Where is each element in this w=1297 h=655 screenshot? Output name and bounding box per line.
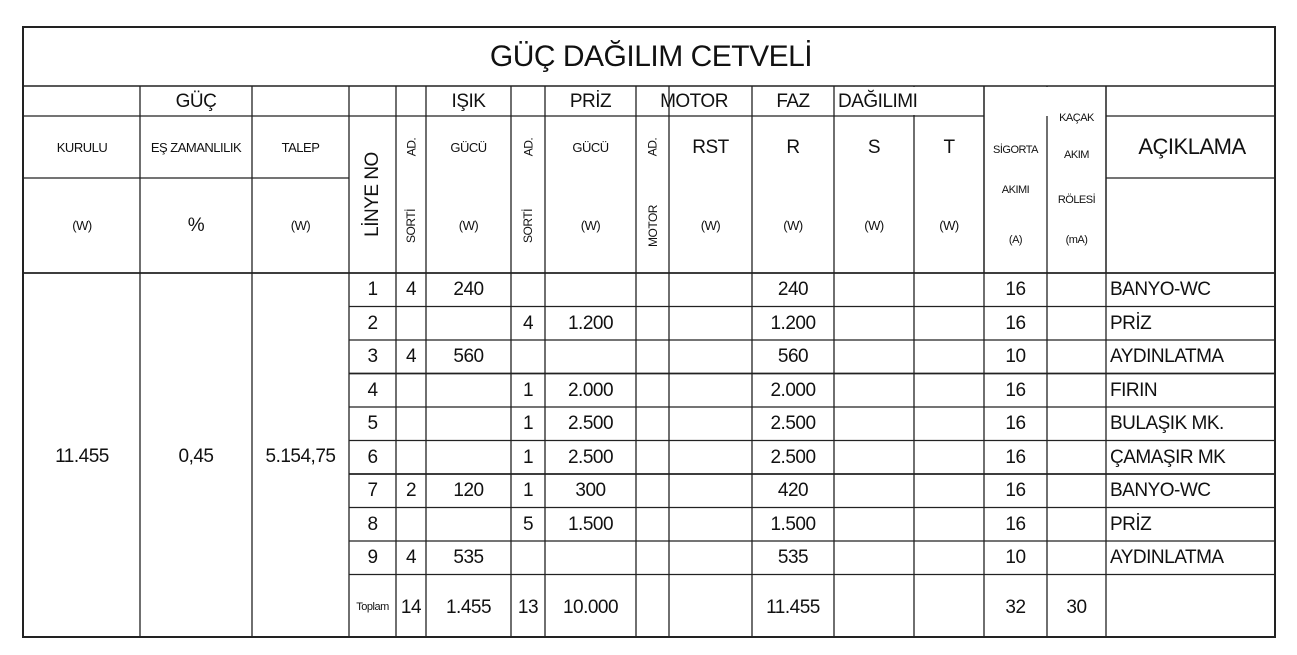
row-2-isik-guc — [426, 307, 511, 341]
row-3-priz-guc — [545, 340, 636, 374]
row-8-s — [834, 508, 914, 542]
row-3-aciklama: AYDINLATMA — [1110, 346, 1224, 368]
row-4-isik-ad — [396, 374, 426, 408]
header-kacak: KAÇAK — [1059, 112, 1094, 124]
header-priz: PRİZ — [569, 90, 612, 112]
row-8-isik-ad — [396, 508, 426, 542]
header-rolesi: RÖLESİ — [1057, 194, 1096, 206]
row-2-r: 1.200 — [770, 312, 816, 334]
row-4-s — [834, 374, 914, 408]
row-6-t — [914, 441, 984, 475]
row-9-r: 535 — [777, 547, 809, 569]
row-7-rst — [669, 474, 752, 508]
row-4-rst — [669, 374, 752, 408]
row-1-no: 1 — [367, 279, 378, 301]
row-9-s — [834, 541, 914, 575]
header-s-unit: (W) — [864, 218, 884, 233]
row-5-sigorta: 16 — [1005, 413, 1026, 435]
row-5-r: 2.500 — [770, 413, 816, 435]
header-isik-ad-wrap — [396, 116, 426, 178]
row-9-aciklama: AYDINLATMA — [1110, 547, 1224, 569]
power-distribution-table — [22, 26, 1276, 638]
row-8-sigorta: 16 — [1005, 513, 1026, 535]
page-title: GÜÇ DAĞILIM CETVELİ — [489, 40, 813, 73]
row-6-priz-guc: 2.500 — [567, 446, 614, 468]
header-isik-ad: AD. — [403, 137, 418, 157]
row-1-s — [834, 273, 914, 307]
row-4-no: 4 — [367, 379, 378, 401]
row-3-isik-guc: 560 — [453, 346, 484, 368]
row-7-sigorta: 16 — [1005, 480, 1026, 502]
header-talep-unit: (W) — [290, 218, 311, 233]
row-8-t — [914, 508, 984, 542]
row-9-no: 9 — [367, 547, 378, 569]
row-1-sigorta: 16 — [1005, 279, 1026, 301]
row-2-kacak — [1047, 307, 1106, 341]
header-priz-ad-wrap — [511, 116, 545, 178]
row-2-isik-ad — [396, 307, 426, 341]
row-4-sigorta: 16 — [1005, 379, 1026, 401]
header-linye-no: LİNYE NO — [362, 152, 384, 237]
row-8-r: 1.500 — [770, 513, 816, 535]
row-6-sigorta: 16 — [1005, 446, 1026, 468]
row-9-motor-ad — [636, 541, 669, 575]
header-sigorta: SİGORTA — [993, 144, 1038, 156]
row-7-priz-guc: 300 — [575, 480, 606, 502]
row-3-sigorta: 10 — [1005, 346, 1026, 368]
row-2-rst — [669, 307, 752, 341]
header-aciklama: AÇIKLAMA — [1138, 134, 1246, 159]
header-priz-sorti-wrap — [511, 178, 545, 273]
row-4-priz-ad: 1 — [522, 379, 534, 401]
header-priz-ad: AD. — [520, 137, 535, 157]
header-motor-ad-wrap — [636, 116, 669, 178]
row-9-isik-guc: 535 — [453, 547, 484, 569]
row-3-priz-ad — [511, 340, 545, 374]
row-6-isik-guc — [426, 441, 511, 475]
row-2-no: 2 — [367, 312, 378, 334]
row-3-r: 560 — [777, 346, 809, 368]
row-6-kacak — [1047, 441, 1106, 475]
header-ma-unit: (mA) — [1065, 234, 1088, 246]
row-3-no: 3 — [367, 346, 378, 368]
total-priz-ad: 13 — [517, 596, 539, 618]
row-4-aciklama: FIRIN — [1110, 379, 1158, 401]
header-akim: AKIM — [1064, 149, 1089, 161]
row-7-isik-ad: 2 — [405, 480, 417, 502]
row-6-aciklama: ÇAMAŞIR MK — [1110, 446, 1226, 468]
row-7-r: 420 — [777, 480, 809, 502]
summary-es-zamanlilik: 0,45 — [178, 446, 214, 467]
row-4-isik-guc — [426, 374, 511, 408]
row-5-rst — [669, 407, 752, 441]
row-8-priz-ad: 5 — [522, 513, 534, 535]
total-priz-guc: 10.000 — [562, 596, 619, 618]
row-1-t — [914, 273, 984, 307]
summary-talep: 5.154,75 — [265, 446, 336, 467]
row-2-aciklama: PRİZ — [1110, 312, 1152, 334]
total-isik-ad: 14 — [400, 596, 422, 618]
row-5-isik-ad — [396, 407, 426, 441]
header-isik: IŞIK — [451, 90, 486, 112]
header-linye-no-wrap — [349, 116, 396, 273]
row-2-t — [914, 307, 984, 341]
header-priz-sorti: SORTİ — [520, 208, 535, 243]
row-4-r: 2.000 — [770, 379, 816, 401]
header-priz-gucu: GÜCÜ — [572, 139, 609, 155]
total-isik-guc: 1.455 — [445, 596, 492, 618]
header-rst: RST — [692, 136, 729, 158]
row-1-priz-guc — [545, 273, 636, 307]
row-7-priz-ad: 1 — [522, 480, 534, 502]
row-7-isik-guc: 120 — [453, 480, 484, 502]
row-8-isik-guc — [426, 508, 511, 542]
row-8-kacak — [1047, 508, 1106, 542]
row-6-rst — [669, 441, 752, 475]
row-9-t — [914, 541, 984, 575]
row-8-priz-guc: 1.500 — [567, 513, 614, 535]
row-3-s — [834, 340, 914, 374]
header-es-zamanlilik: EŞ ZAMANLILIK — [150, 139, 242, 155]
row-5-t — [914, 407, 984, 441]
row-5-priz-ad: 1 — [522, 413, 534, 435]
row-6-s — [834, 441, 914, 475]
header-t-unit: (W) — [939, 218, 959, 233]
header-dagilimi: DAĞILIMI — [838, 90, 918, 112]
row-7-t — [914, 474, 984, 508]
row-1-r: 240 — [777, 279, 809, 301]
header-talep: TALEP — [281, 139, 320, 155]
row-5-isik-guc — [426, 407, 511, 441]
header-motor-ad: AD. — [645, 137, 660, 157]
header-s: S — [867, 136, 881, 158]
header-kurulu: KURULU — [56, 139, 108, 155]
row-2-sigorta: 16 — [1005, 312, 1026, 334]
row-5-aciklama: BULAŞIK MK. — [1110, 413, 1224, 435]
header-akimi: AKIMI — [1001, 184, 1030, 196]
row-6-motor-ad — [636, 441, 669, 475]
row-9-isik-ad: 4 — [405, 547, 417, 569]
row-7-kacak — [1047, 474, 1106, 508]
row-9-priz-ad — [511, 541, 545, 575]
header-t: T — [943, 136, 955, 158]
row-5-s — [834, 407, 914, 441]
row-2-motor-ad — [636, 307, 669, 341]
total-label: Toplam — [356, 600, 389, 613]
header-faz: FAZ — [776, 90, 810, 112]
row-1-motor-ad — [636, 273, 669, 307]
header-rst-unit: (W) — [700, 218, 721, 233]
summary-kurulu: 11.455 — [55, 446, 109, 467]
row-4-kacak — [1047, 374, 1106, 408]
row-7-aciklama: BANYO-WC — [1110, 480, 1211, 502]
row-5-kacak — [1047, 407, 1106, 441]
row-8-rst — [669, 508, 752, 542]
row-4-t — [914, 374, 984, 408]
row-3-isik-ad: 4 — [405, 346, 417, 368]
total-sigorta: 32 — [1005, 596, 1026, 618]
row-1-priz-ad — [511, 273, 545, 307]
header-es-unit: % — [187, 215, 205, 236]
row-6-priz-ad: 1 — [522, 446, 534, 468]
header-isik-unit: (W) — [458, 218, 479, 233]
header-isik-gucu: GÜCÜ — [450, 139, 487, 155]
row-7-no: 7 — [367, 480, 378, 502]
row-1-aciklama: BANYO-WC — [1110, 279, 1211, 301]
header-motor-vert: MOTOR — [645, 204, 660, 247]
total-kacak: 30 — [1066, 596, 1087, 618]
row-2-s — [834, 307, 914, 341]
header-isik-sorti-wrap — [396, 178, 426, 273]
row-9-rst — [669, 541, 752, 575]
row-8-no: 8 — [367, 513, 378, 535]
row-3-rst — [669, 340, 752, 374]
row-4-priz-guc: 2.000 — [567, 379, 614, 401]
row-2-priz-ad: 4 — [522, 312, 534, 334]
row-1-rst — [669, 273, 752, 307]
row-3-kacak — [1047, 340, 1106, 374]
header-kurulu-unit: (W) — [72, 218, 92, 233]
header-r-unit: (W) — [783, 218, 803, 233]
header-isik-sorti: SORTİ — [404, 208, 419, 243]
header-r: R — [786, 136, 800, 158]
header-guc: GÜÇ — [175, 90, 217, 112]
header-motor-vert-wrap — [636, 178, 669, 273]
row-4-motor-ad — [636, 374, 669, 408]
total-r: 11.455 — [766, 596, 820, 618]
row-7-s — [834, 474, 914, 508]
row-5-priz-guc: 2.500 — [567, 413, 614, 435]
row-2-priz-guc: 1.200 — [567, 312, 614, 334]
row-5-no: 5 — [367, 413, 378, 435]
header-priz-unit: (W) — [580, 218, 601, 233]
header-a-unit: (A) — [1008, 234, 1023, 246]
row-1-isik-guc: 240 — [453, 279, 484, 301]
row-3-motor-ad — [636, 340, 669, 374]
row-9-sigorta: 10 — [1005, 547, 1026, 569]
row-8-motor-ad — [636, 508, 669, 542]
row-1-isik-ad: 4 — [405, 279, 417, 301]
row-7-motor-ad — [636, 474, 669, 508]
row-8-aciklama: PRİZ — [1110, 513, 1152, 535]
row-6-r: 2.500 — [770, 446, 816, 468]
row-9-kacak — [1047, 541, 1106, 575]
row-6-no: 6 — [367, 446, 378, 468]
row-6-isik-ad — [396, 441, 426, 475]
header-motor: MOTOR — [660, 90, 728, 112]
row-3-t — [914, 340, 984, 374]
row-9-priz-guc — [545, 541, 636, 575]
row-5-motor-ad — [636, 407, 669, 441]
row-1-kacak — [1047, 273, 1106, 307]
